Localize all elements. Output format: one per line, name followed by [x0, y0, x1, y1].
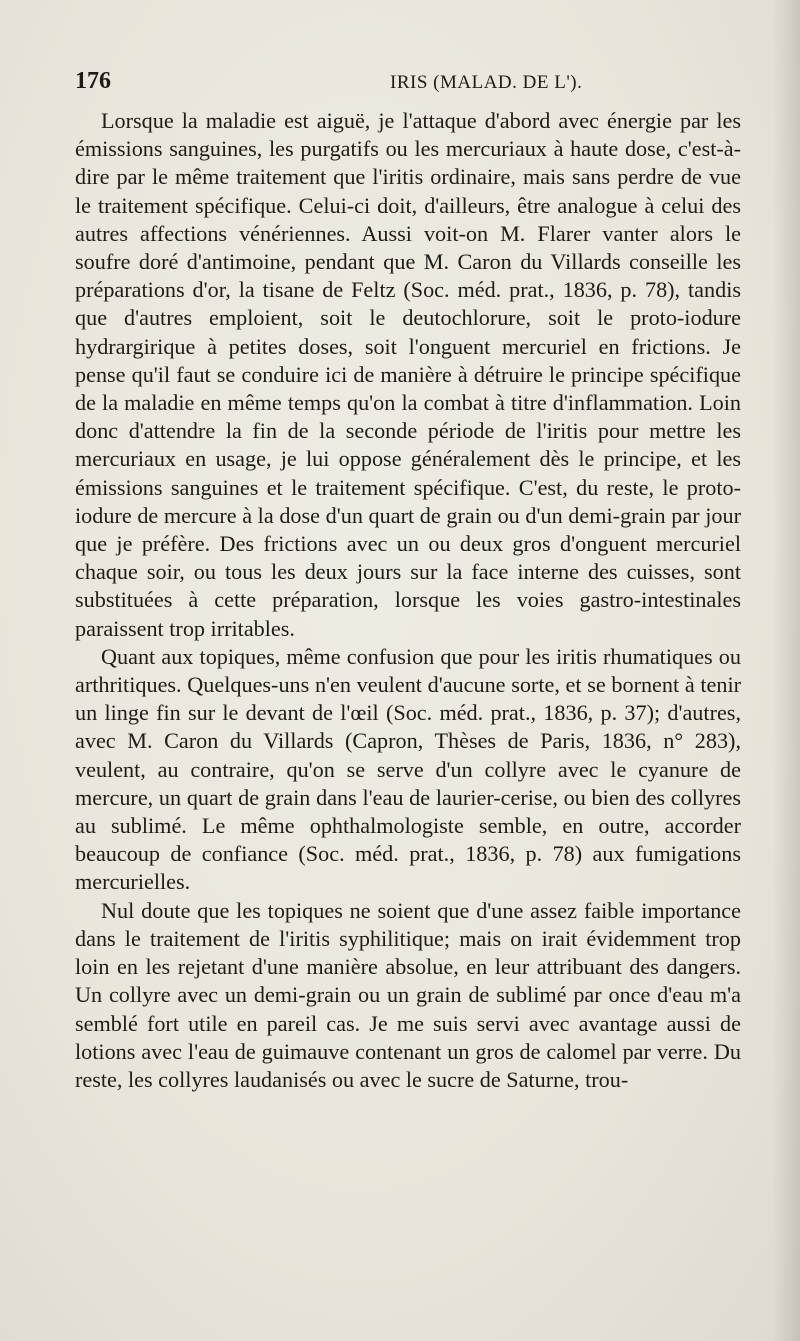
paragraph-2: Quant aux topiques, même confusion que pour les iritis rhumatiques ou arthritiques. Quelques-uns n'en veulent d'aucune sorte, et se bornent à tenir un linge fin sur le devant de l'œil (Soc. méd. prat., 1836, p. 37); d'autres, avec M. Caron du Villards (Capron, Thèses de Paris, 1836, n° 283), veulent, au contraire, qu'on se serve d'un collyre avec le cyanure de mercure, un quart de grain dans l'eau de laurier-cerise, ou bien des collyres au sublimé. Le même ophthalmologiste semble, en outre, accorder beaucoup de confiance (Soc. méd. prat., 1836, p. 78) aux fumigations mercurielles. — [75, 643, 741, 895]
page-number: 176 — [75, 68, 111, 94]
paragraph-1: Lorsque la maladie est aiguë, je l'attaque d'abord avec énergie par les émissions sanguines, les purgatifs ou les mercuriaux à haute dose, c'est-à-dire par le même traitement que l'iritis ordinaire, mais sans perdre de vue le traitement spécifique. Celui-ci doit, d'ailleurs, être analogue à celui des autres affections vénériennes. Aussi voit-on M. Flarer vanter alors le soufre doré d'antimoine, pendant que M. Caron du Villards conseille les préparations d'or, la tisane de Feltz (Soc. méd. prat., 1836, p. 78), tandis que d'autres emploient, soit le deutochlorure, soit le proto-iodure hydrargirique à petites doses, soit l'onguent mercuriel en frictions. Je pense qu'il faut se conduire ici de manière à détruire le principe spécifique de la maladie en même temps qu'on la combat à titre d'inflammation. Loin donc d'attendre la fin de la seconde période de l'iritis pour mettre les mercuriaux en usage, je lui oppose généralement dès le principe, et les émissions sanguines et le traitement spécifique. C'est, du reste, le proto-iodure de mercure à la dose d'un quart de grain ou d'un demi-grain par jour que je préfère. Des frictions avec un ou deux gros d'onguent mercuriel chaque soir, ou tous les deux jours sur la face interne des cuisses, sont substituées à cette préparation, lorsque les voies gastro-intestinales paraissent trop irritables. — [75, 108, 741, 641]
page-header — [75, 68, 740, 102]
paragraph-3: Nul doute que les topiques ne soient que d'une assez faible importance dans le traitement de l'iritis syphilitique; mais on irait évidemment trop loin en les rejetant d'une manière absolue, en leur attribuant des dangers. Un collyre avec un demi-grain ou un grain de sublimé par once d'eau m'a semblé fort utile en pareil cas. Je me suis servi avec avantage aussi de lotions avec l'eau de guimauve contenant un gros de calomel par verre. Du reste, les collyres laudanisés ou avec le sucre de Saturne, trou- — [75, 897, 741, 1092]
running-head: IRIS (MALAD. DE L'). — [390, 72, 583, 93]
page-edge-shadow — [772, 0, 800, 1341]
body-text — [75, 107, 741, 1094]
